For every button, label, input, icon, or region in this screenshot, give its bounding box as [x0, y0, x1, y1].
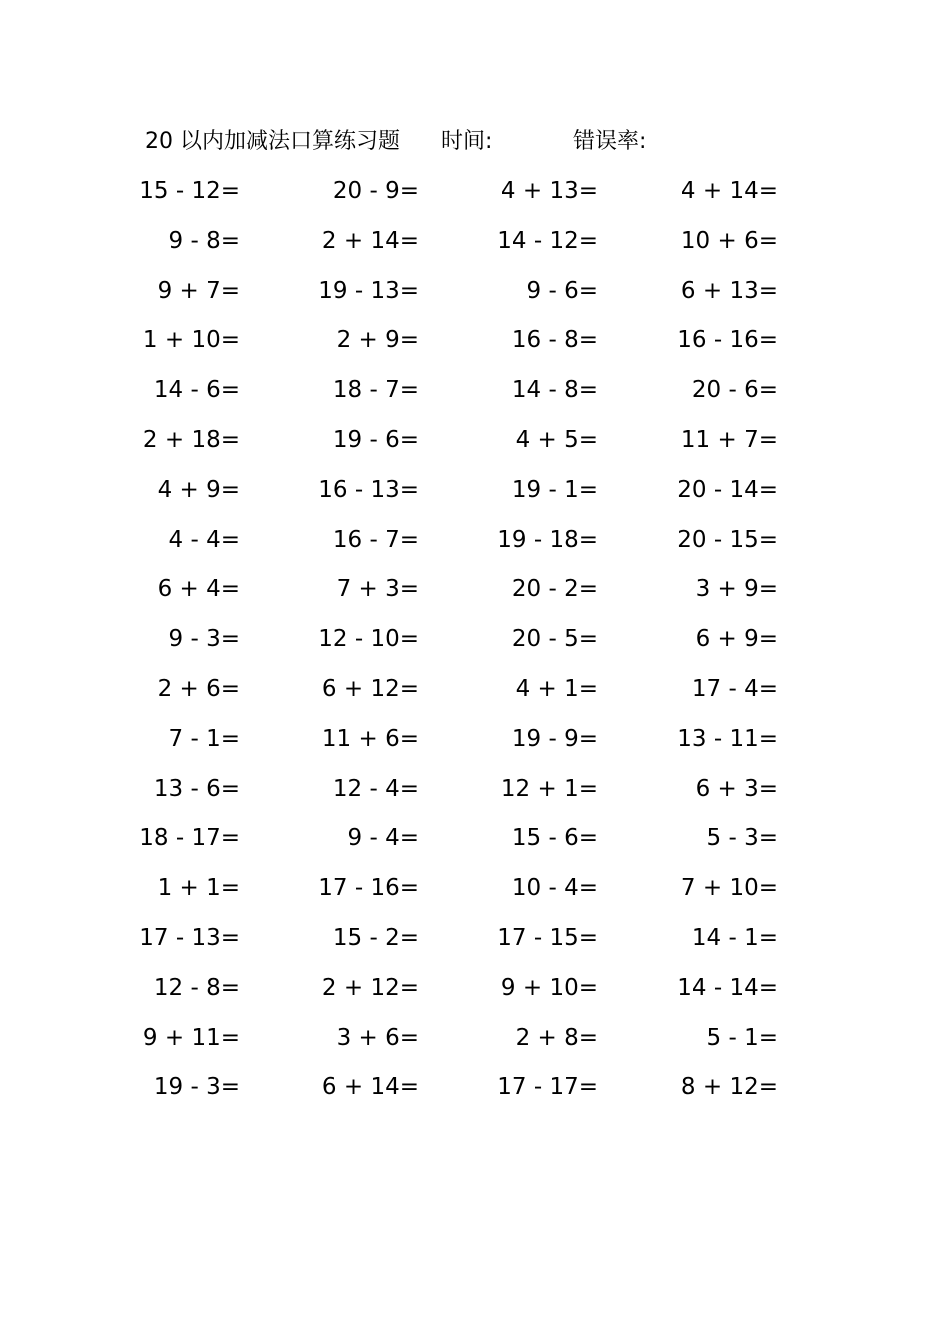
problem-row — [0, 1067, 950, 1107]
arithmetic-problem: 9 + 10= — [500, 974, 598, 1001]
arithmetic-problem: 20 - 6= — [691, 377, 778, 404]
arithmetic-problem: 3 + 6= — [336, 1024, 419, 1051]
worksheet-title: 20 以内加减法口算练习题 — [145, 129, 400, 154]
arithmetic-problem: 2 + 8= — [515, 1024, 598, 1051]
problem-row — [0, 719, 950, 759]
problem-row — [0, 569, 950, 609]
arithmetic-problem: 2 + 14= — [321, 227, 419, 254]
arithmetic-problem: 8 + 12= — [680, 1074, 778, 1101]
arithmetic-problem: 2 + 9= — [336, 327, 419, 354]
arithmetic-problem: 19 - 13= — [318, 277, 419, 304]
arithmetic-problem: 7 + 10= — [680, 875, 778, 902]
arithmetic-problem: 7 - 1= — [168, 725, 240, 752]
arithmetic-problem: 4 + 13= — [500, 178, 598, 204]
arithmetic-problem: 4 - 4= — [168, 526, 240, 553]
problem-row — [0, 818, 950, 858]
arithmetic-problem: 18 - 17= — [139, 825, 240, 852]
arithmetic-problem: 9 - 8= — [168, 227, 240, 254]
arithmetic-problem: 4 + 14= — [680, 178, 778, 204]
arithmetic-problem: 9 - 6= — [526, 277, 598, 304]
arithmetic-problem: 17 - 13= — [139, 925, 240, 951]
arithmetic-problem: 12 + 1= — [500, 775, 598, 802]
arithmetic-problem: 19 - 6= — [332, 427, 419, 453]
arithmetic-problem: 2 + 6= — [157, 676, 240, 702]
arithmetic-problem: 1 + 1= — [157, 875, 240, 902]
problem-row — [0, 868, 950, 908]
arithmetic-problem: 2 + 12= — [321, 974, 419, 1001]
arithmetic-problem: 12 - 4= — [332, 775, 419, 802]
arithmetic-problem: 6 + 3= — [695, 775, 778, 802]
arithmetic-problem: 14 - 1= — [691, 925, 778, 951]
arithmetic-problem: 14 - 6= — [153, 377, 240, 404]
arithmetic-problem: 6 + 4= — [157, 576, 240, 603]
arithmetic-problem: 20 - 15= — [677, 526, 778, 553]
arithmetic-problem: 15 - 2= — [332, 925, 419, 951]
arithmetic-problem: 20 - 9= — [332, 178, 419, 204]
arithmetic-problem: 7 + 3= — [336, 576, 419, 603]
arithmetic-problem: 9 + 7= — [157, 277, 240, 304]
problem-row — [0, 271, 950, 311]
arithmetic-problem: 12 - 8= — [153, 974, 240, 1001]
arithmetic-problem: 20 - 2= — [511, 576, 598, 603]
problem-row — [0, 370, 950, 410]
arithmetic-problem: 17 - 4= — [691, 676, 778, 702]
problem-row — [0, 520, 950, 560]
problem-row — [0, 968, 950, 1008]
arithmetic-problem: 20 - 5= — [511, 626, 598, 653]
arithmetic-problem: 4 + 1= — [515, 676, 598, 702]
arithmetic-problem: 19 - 9= — [511, 725, 598, 752]
arithmetic-problem: 17 - 16= — [318, 875, 419, 902]
arithmetic-problem: 17 - 17= — [497, 1074, 598, 1101]
arithmetic-problem: 10 + 6= — [680, 227, 778, 254]
arithmetic-problem: 19 - 1= — [511, 476, 598, 503]
arithmetic-problem: 1 + 10= — [142, 327, 240, 354]
arithmetic-problem: 10 - 4= — [511, 875, 598, 902]
error-rate-label: 错误率: — [573, 129, 647, 154]
arithmetic-problem: 9 - 3= — [168, 626, 240, 653]
arithmetic-problem: 20 - 14= — [677, 476, 778, 503]
problem-row — [0, 769, 950, 809]
problem-row — [0, 619, 950, 659]
arithmetic-problem: 9 + 11= — [142, 1024, 240, 1051]
arithmetic-problem: 17 - 15= — [497, 925, 598, 951]
arithmetic-problem: 11 + 6= — [321, 725, 419, 752]
arithmetic-problem: 19 - 3= — [153, 1074, 240, 1101]
arithmetic-problem: 18 - 7= — [332, 377, 419, 404]
problem-row — [0, 470, 950, 510]
arithmetic-problem: 2 + 18= — [142, 427, 240, 453]
problem-row — [0, 420, 950, 460]
problem-row — [0, 918, 950, 958]
arithmetic-problem: 14 - 14= — [677, 974, 778, 1001]
arithmetic-problem: 4 + 5= — [515, 427, 598, 453]
time-label: 时间: — [441, 129, 493, 154]
arithmetic-problem: 14 - 12= — [497, 227, 598, 254]
arithmetic-problem: 14 - 8= — [511, 377, 598, 404]
arithmetic-problem: 19 - 18= — [497, 526, 598, 553]
problem-row — [0, 221, 950, 261]
arithmetic-problem: 16 - 13= — [318, 476, 419, 503]
arithmetic-problem: 6 + 9= — [695, 626, 778, 653]
arithmetic-problem: 6 + 13= — [680, 277, 778, 304]
arithmetic-problem: 9 - 4= — [347, 825, 419, 852]
arithmetic-problem: 3 + 9= — [695, 576, 778, 603]
arithmetic-problem: 6 + 12= — [321, 676, 419, 702]
arithmetic-problem: 15 - 12= — [139, 178, 240, 204]
arithmetic-problem: 16 - 16= — [677, 327, 778, 354]
problem-row — [0, 669, 950, 709]
problem-row — [0, 171, 950, 211]
arithmetic-problem: 13 - 6= — [153, 775, 240, 802]
arithmetic-problem: 4 + 9= — [157, 476, 240, 503]
arithmetic-problem: 16 - 7= — [332, 526, 419, 553]
arithmetic-problem: 11 + 7= — [680, 427, 778, 453]
arithmetic-problem: 13 - 11= — [677, 725, 778, 752]
arithmetic-problem: 6 + 14= — [321, 1074, 419, 1101]
problem-row — [0, 320, 950, 360]
arithmetic-problem: 5 - 1= — [706, 1024, 778, 1051]
arithmetic-problem: 5 - 3= — [706, 825, 778, 852]
arithmetic-problem: 15 - 6= — [511, 825, 598, 852]
problem-row — [0, 1018, 950, 1058]
arithmetic-problem: 12 - 10= — [318, 626, 419, 653]
arithmetic-problem: 16 - 8= — [511, 327, 598, 354]
